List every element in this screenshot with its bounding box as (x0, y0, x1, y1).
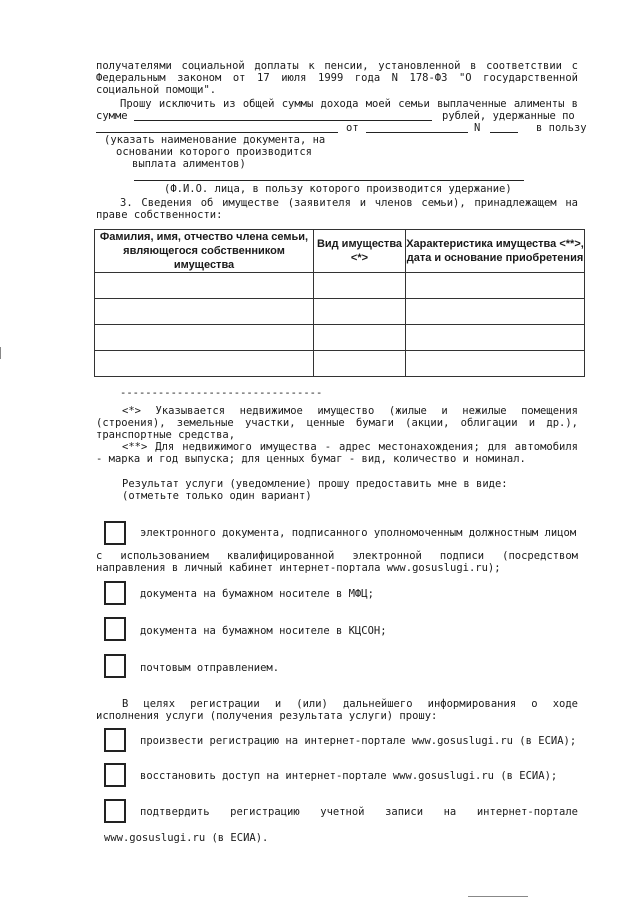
table-header-property-type: Вид имущества <*> (314, 230, 406, 273)
scan-edge-mark (0, 347, 1, 359)
alimony-favor-label: в пользу (536, 122, 587, 134)
registration-option-confirm-cont: www.gosuslugi.ru (в ЕСИА). (104, 832, 269, 844)
table-cell[interactable] (95, 325, 314, 351)
table-cell[interactable] (406, 325, 585, 351)
table-cell[interactable] (95, 351, 314, 377)
registration-heading-2: исполнения услуги (получения результата услуги) прошу: (96, 710, 438, 722)
registration-option-restore-label: восстановить доступ на интернет-портале www.gosuslugi.ru (в ЕСИА); (140, 770, 558, 782)
footnote-separator: -------------------------------- (120, 387, 323, 399)
result-option-mfc-label: документа на бумажном носителе в МФЦ; (140, 588, 374, 600)
registration-option-register-label: произвести регистрацию на интернет-портале www.gosuslugi.ru (в ЕСИА); (140, 735, 577, 747)
alimony-from-label: от (346, 122, 359, 134)
property-table (94, 229, 585, 377)
alimony-request-line: Прошу исключить из общей суммы дохода моей семьи выплаченные алименты в (120, 98, 578, 110)
result-heading: Результат услуги (уведомление) прошу предоставить мне в виде: (122, 478, 508, 490)
table-row (95, 325, 585, 351)
table-cell[interactable] (95, 299, 314, 325)
intro-line-1: получателями социальной доплаты к пенсии, установленной в соответствии с (96, 60, 578, 72)
table-cell[interactable] (314, 299, 406, 325)
result-hint: (отметьте только один вариант) (122, 490, 312, 502)
table-row (95, 273, 585, 299)
table-row (95, 351, 585, 377)
alimony-date-field[interactable] (366, 132, 468, 133)
result-option-mail-checkbox[interactable] (104, 654, 126, 678)
footnote-1-line-3: транспортные средства, (96, 429, 236, 441)
result-option-electronic-cont-1: с использованием квалифицированной электронной подписи (посредством (96, 550, 578, 562)
footnote-2-line-1: <**> Для недвижимого имущества - адрес местонахождения; для автомобиля (122, 441, 578, 453)
registration-heading-1: В целях регистрации и (или) дальнейшего информирования о ходе (122, 698, 578, 710)
result-option-mail-label: почтовым отправлением. (140, 662, 280, 674)
table-cell[interactable] (406, 351, 585, 377)
registration-option-register-checkbox[interactable] (104, 728, 126, 752)
alimony-n-label: N (474, 122, 481, 134)
scan-bottom-mark (468, 896, 528, 897)
table-cell[interactable] (406, 273, 585, 299)
alimony-sum-field[interactable] (134, 120, 432, 121)
table-header-row (95, 230, 585, 273)
table-row (95, 299, 585, 325)
intro-line-3: социальной помощи". (96, 84, 217, 96)
table-cell[interactable] (314, 273, 406, 299)
alimony-doc-hint-2: основании которого производится (116, 146, 312, 158)
result-option-electronic-checkbox[interactable] (104, 521, 126, 545)
registration-option-restore-checkbox[interactable] (104, 763, 126, 787)
result-option-kcson-label: документа на бумажном носителе в КЦСОН; (140, 625, 387, 637)
footnote-2-line-2: - марка и год выпуска; для ценных бумаг - вид, количество и номинал. (96, 453, 526, 465)
table-header-owner: Фамилия, имя, отчество члена семьи, являющегося собственником имущества (95, 230, 314, 273)
alimony-fio-hint: (Ф.И.О. лица, в пользу которого производится удержание) (164, 183, 512, 195)
footnote-1-line-1: <*> Указывается недвижимое имущество (жилые и нежилые помещения (122, 405, 578, 417)
table-header-characteristics: Характеристика имущества <**>, дата и основание приобретения (406, 230, 585, 273)
table-cell[interactable] (314, 351, 406, 377)
alimony-sum-label: сумме (96, 110, 128, 122)
table-cell[interactable] (314, 325, 406, 351)
alimony-rub-label: рублей, удержанные по (442, 110, 575, 122)
registration-option-confirm-label: подтвердить регистрацию учетной записи на интернет-портале (140, 806, 578, 818)
table-cell[interactable] (95, 273, 314, 299)
registration-option-confirm-checkbox[interactable] (104, 799, 126, 823)
footnote-1-line-2: (строения), земельные участки, ценные бумаги (акции, облигации и др.), (96, 417, 578, 429)
property-heading-line-2: праве собственности: (96, 209, 223, 221)
result-option-electronic-cont-2: направления в личный кабинет интернет-портала www.gosuslugi.ru); (96, 562, 501, 574)
alimony-fio-field[interactable] (134, 180, 524, 181)
result-option-kcson-checkbox[interactable] (104, 617, 126, 641)
result-option-mfc-checkbox[interactable] (104, 581, 126, 605)
alimony-doc-hint-1: (указать наименование документа, на (104, 134, 326, 146)
result-option-electronic-label: электронного документа, подписанного уполномоченным должностным лицом (140, 527, 577, 539)
alimony-doc-hint-3: выплата алиментов) (132, 158, 246, 170)
property-heading-line-1: 3. Сведения об имуществе (заявителя и членов семьи), принадлежащем на (120, 197, 578, 209)
intro-line-2: Федеральным законом от 17 июля 1999 года N 178-ФЗ "О государственной (96, 72, 578, 84)
table-cell[interactable] (406, 299, 585, 325)
alimony-number-field[interactable] (490, 132, 518, 133)
alimony-document-field[interactable] (96, 132, 338, 133)
